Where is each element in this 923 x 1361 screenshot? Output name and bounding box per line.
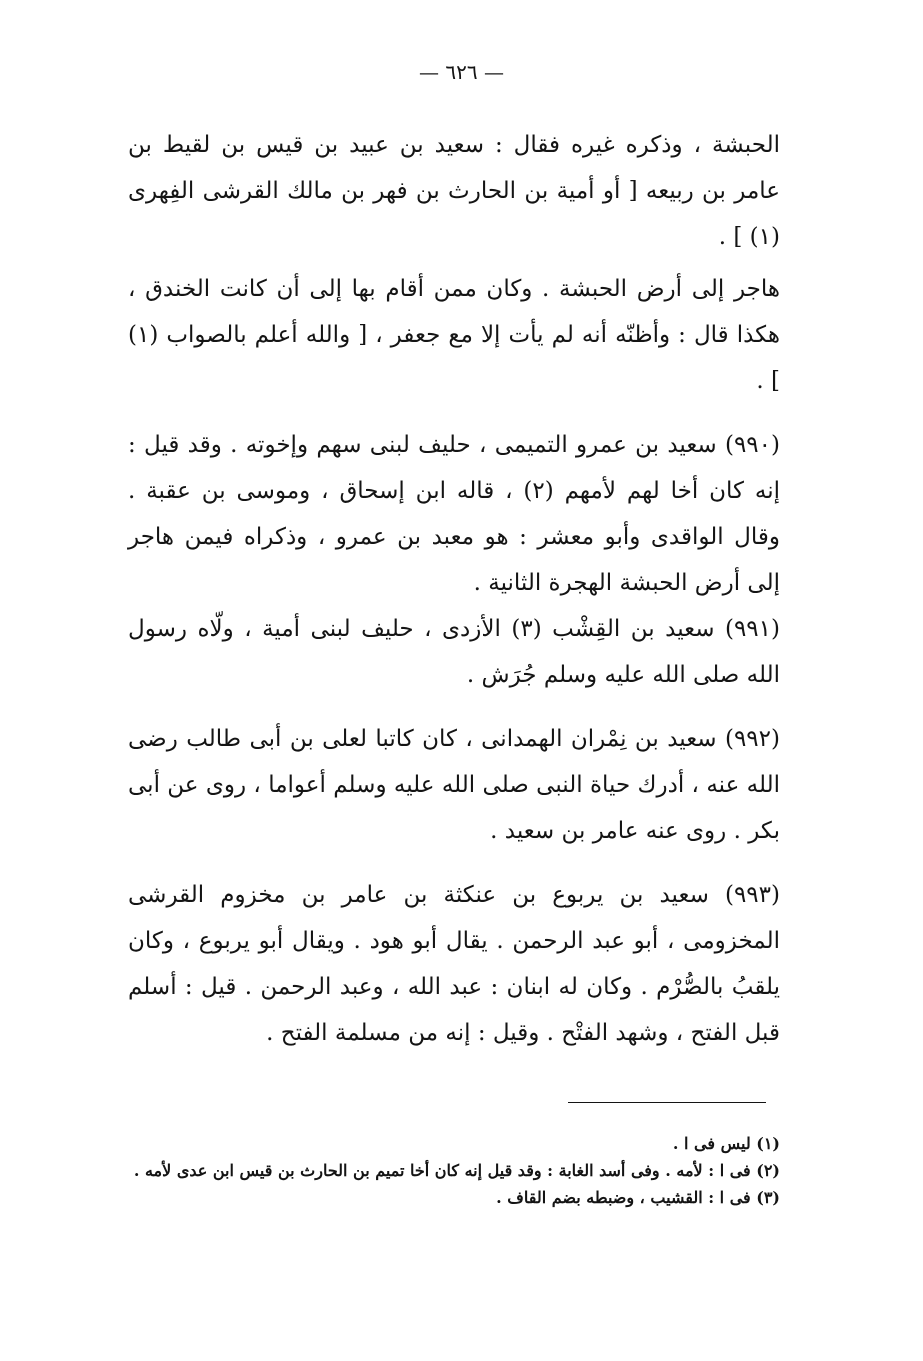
footnote-2: (٢) فى ا : لأمه . وفى أسد الغابة : وقد قيل إنه كان أخا تميم بن الحارث بن قيس ابن عدى لأمه . xyxy=(133,1161,780,1180)
footnote-1: (١) ليس فى ا . xyxy=(672,1134,780,1153)
paragraph-hijra: هاجر إلى أرض الحبشة . وكان ممن أقام بها إلى أن كانت الخندق ، هكذا قال : وأظنّه أنه لم يأت إلا مع جعفر ، [ والله أعلم بالصواب (١) ] . xyxy=(128,276,780,394)
entry-991: (٩٩١) سعيد بن القِشْب (٣) الأزدى ، حليف لبنى أمية ، ولّاه رسول الله صلى الله عليه وسلم جُرَش . xyxy=(128,616,780,688)
main-text xyxy=(128,122,780,1056)
paragraph-continuation: الحبشة ، وذكره غيره فقال : سعيد بن عبيد بن قيس بن لقيط بن عامر بن ربيعه [ أو أمية بن الحارث بن فهر بن مالك القرشى الفِهرى (١) ] . xyxy=(128,132,780,250)
entry-990: (٩٩٠) سعيد بن عمرو التميمى ، حليف لبنى سهم وإخوته . وقد قيل : إنه كان أخا لهم لأمهم (٢) ، قاله ابن إسحاق ، وموسى بن عقبة . وقال الواقدى وأبو معشر : هو معبد بن عمرو ، وذكراه فيمن هاجر إلى أرض الحبشة الهجرة الثانية . xyxy=(128,432,780,596)
page-number: — ٦٢٦ — xyxy=(419,60,504,84)
footnote-3: (٣) فى ا : القشيب ، وضبطه بضم القاف . xyxy=(496,1188,780,1207)
entry-993: (٩٩٣) سعيد بن يربوع بن عنكثة بن عامر بن مخزوم القرشى المخزومى ، أبو عبد الرحمن . يقال أبو هود . ويقال أبو يربوع ، وكان يلقبُ بالصُّرْم . وكان له ابنان : عبد الله ، وعبد الرحمن . قيل : أسلم قبل الفتح ، وشهد الفتْح . وقيل : إنه من مسلمة الفتح . xyxy=(128,882,780,1046)
entry-992: (٩٩٢) سعيد بن نِمْران الهمدانى ، كان كاتبا لعلى بن أبى طالب رضى الله عنه ، أدرك حياة النبى صلى الله عليه وسلم أعواما ، روى عن أبى بكر . روى عنه عامر بن سعيد . xyxy=(128,726,780,844)
footnote-divider xyxy=(568,1102,766,1103)
footnotes xyxy=(128,1130,780,1211)
